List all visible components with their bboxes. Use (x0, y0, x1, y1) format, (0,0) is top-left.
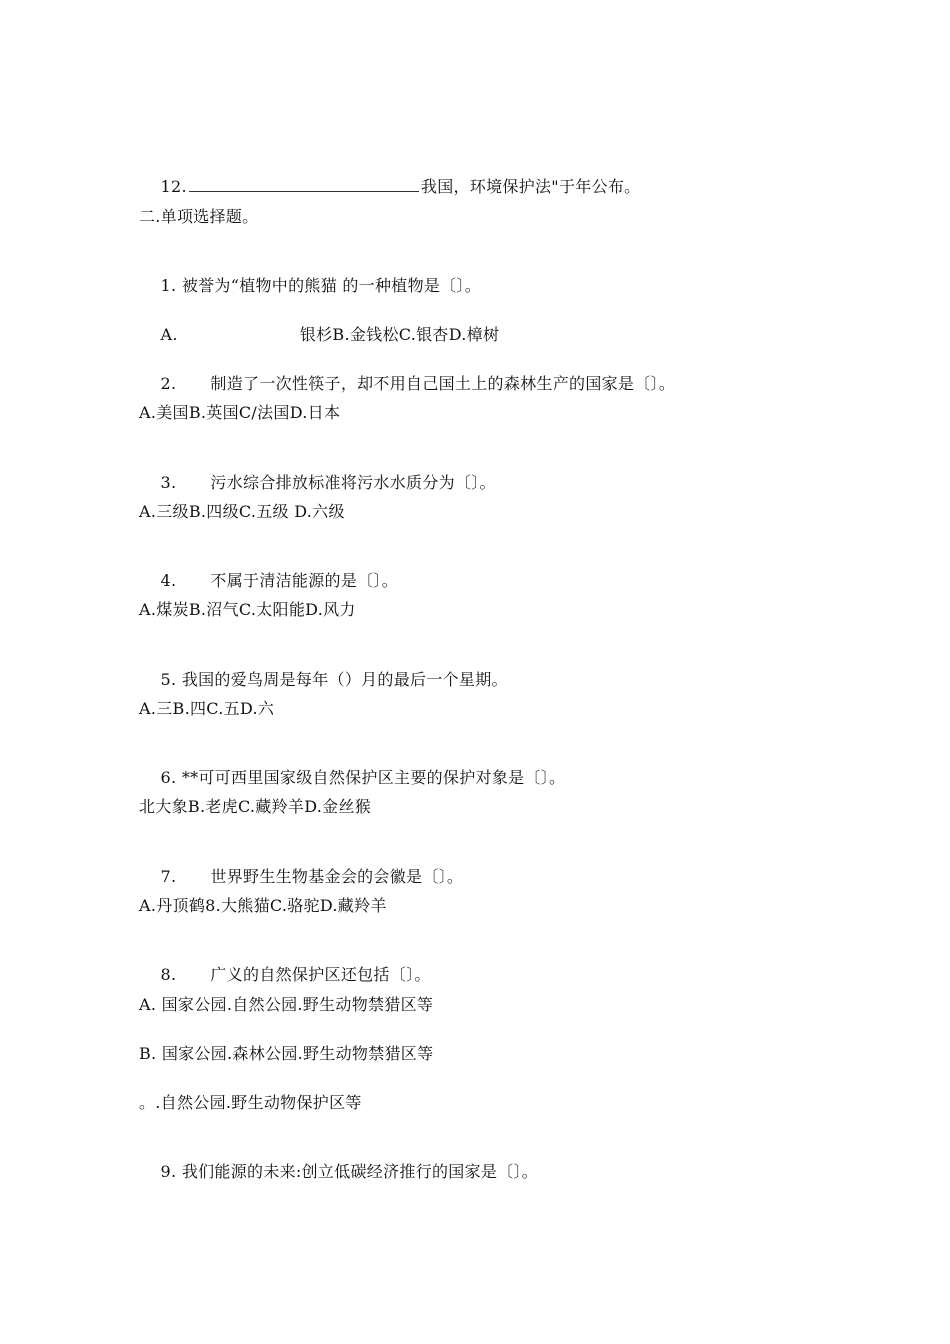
question-number: 4. (160, 571, 177, 590)
question-number: 12. (160, 177, 187, 196)
question-number: 7. (160, 867, 177, 886)
question-stem: 被誉为“植物中的熊猫 的一种植物是〔〕。 (181, 276, 482, 295)
question-number: 8. (160, 965, 177, 984)
question-stem: 污水综合排放标准将污水水质分为〔〕。 (210, 473, 496, 492)
question-6-options: 北大象B.老虎C.藏羚羊D.金丝猴 (139, 797, 372, 816)
question-8-option-a: A. 国家公园.自然公园.野生动物禁猎区等 (139, 995, 434, 1014)
question-stem: 我国的爱鸟周是每年（）月的最后一个星期。 (181, 670, 508, 689)
question-8-option-c: 。.自然公园.野生动物保护区等 (139, 1093, 362, 1112)
question-stem: 世界野生生物基金会的会徽是〔〕。 (210, 867, 464, 886)
question-stem: **可可西里国家级自然保护区主要的保护对象是〔〕。 (181, 768, 566, 787)
question-number: 1. (160, 276, 177, 295)
question-3-options: A.三级B.四级C.五级 D.六级 (139, 502, 345, 521)
question-5-options: A.三B.四C.五D.六 (139, 699, 275, 718)
question-number: 5. (160, 670, 177, 689)
options-text: 银杉B.金钱松C.银杏D.樟树 (299, 325, 500, 344)
option-prefix: A. (160, 325, 178, 344)
question-stem: 广义的自然保护区还包括〔〕。 (210, 965, 431, 984)
question-stem: 不属于清洁能源的是〔〕。 (210, 571, 399, 590)
question-number: 3. (160, 473, 177, 492)
question-stem: 我们能源的未来:创立低碳经济推行的国家是〔〕。 (181, 1162, 539, 1181)
question-4-options: A.煤炭B.沼气C.太阳能D.风力 (139, 600, 356, 619)
question-stem: 制造了一次性筷子，却不用自己国土上的森林生产的国家是〔〕。 (210, 374, 676, 393)
answer-blank (189, 177, 419, 192)
section-heading: 二.单项选择题。 (139, 207, 259, 226)
question-2-options: A.美国B.英国C/法国D.日本 (139, 403, 341, 422)
question-number: 6. (160, 768, 177, 787)
question-7-options: A.丹顶鹤8.大熊猫C.骆驼D.藏羚羊 (139, 896, 387, 915)
question-number: 2. (160, 374, 177, 393)
question-9 (139, 1142, 538, 1202)
question-8-option-b: B. 国家公园.森林公园.野生动物禁猎区等 (139, 1044, 434, 1063)
question-number: 9. (160, 1162, 177, 1181)
question-text: 我国，环境保护法"于年公布。 (420, 177, 641, 196)
